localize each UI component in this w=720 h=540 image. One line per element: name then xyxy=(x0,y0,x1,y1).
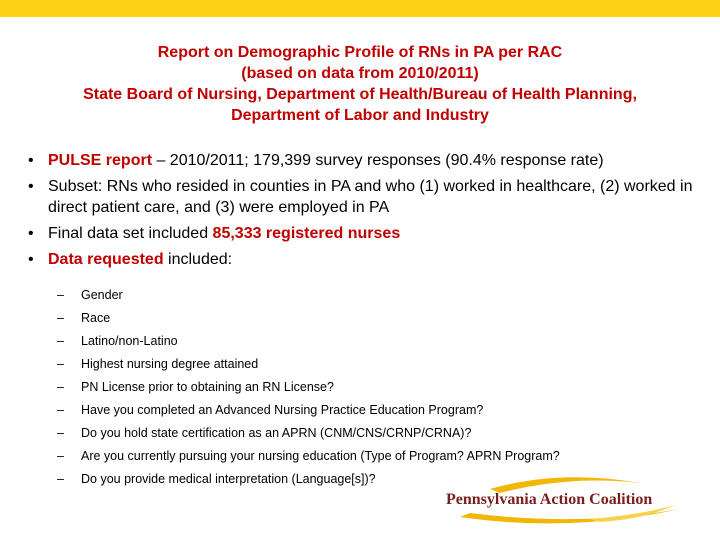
bullet-dot-icon: • xyxy=(28,152,34,169)
bullet-pulse-report xyxy=(28,150,698,171)
logo-text: Pennsylvania Action Coalition xyxy=(446,491,653,508)
pulse-report-label: PULSE report xyxy=(48,152,153,169)
bullet-dot-icon: • xyxy=(28,178,34,195)
dash-icon: – xyxy=(57,380,64,394)
dash-icon: – xyxy=(57,472,64,486)
list-item xyxy=(57,287,697,303)
list-item xyxy=(57,425,697,441)
list-item-text: Latino/non-Latino xyxy=(81,334,178,348)
dash-icon: – xyxy=(57,334,64,348)
pulse-report-text: – 2010/2011; 179,399 survey responses (90.4% response rate) xyxy=(152,152,604,169)
list-item-text: Gender xyxy=(81,288,123,302)
accent-bar xyxy=(0,0,720,17)
list-item-text: Highest nursing degree attained xyxy=(81,357,259,371)
list-item xyxy=(57,333,697,349)
list-item xyxy=(57,379,697,395)
final-data-set-text: Final data set included xyxy=(48,225,213,242)
data-requested-label: Data requested xyxy=(48,251,164,268)
list-item-text: Have you completed an Advanced Nursing Practice Education Program? xyxy=(81,403,484,417)
subset-text: Subset: RNs who resided in counties in PA and who (1) worked in healthcare, (2) worked in direct patient care, and (3) were employed in PA xyxy=(48,178,693,216)
slide-title xyxy=(20,42,700,126)
list-item xyxy=(57,356,697,372)
dash-icon: – xyxy=(57,288,64,302)
title-line-4: Department of Labor and Industry xyxy=(231,107,489,124)
title-line-3: State Board of Nursing, Department of Health/Bureau of Health Planning, xyxy=(83,86,637,103)
list-item-text: PN License prior to obtaining an RN License? xyxy=(81,380,334,394)
list-item xyxy=(57,402,697,418)
dash-icon: – xyxy=(57,357,64,371)
dash-icon: – xyxy=(57,426,64,440)
pennsylvania-action-coalition-logo xyxy=(440,475,710,525)
list-item xyxy=(57,448,697,464)
list-item-text: Do you hold state certification as an APRN (CNM/CNS/CRNP/CRNA)? xyxy=(81,426,472,440)
title-line-2: (based on data from 2010/2011) xyxy=(241,65,479,82)
bullet-final-data-set xyxy=(28,223,698,244)
bullet-subset xyxy=(28,176,698,218)
dash-icon: – xyxy=(57,311,64,325)
bullet-data-requested xyxy=(28,249,698,270)
bullet-dot-icon: • xyxy=(28,251,34,268)
list-item-text: Are you currently pursuing your nursing education (Type of Program? APRN Program? xyxy=(81,449,560,463)
final-data-set-count: 85,333 registered nurses xyxy=(212,225,401,242)
list-item xyxy=(57,310,697,326)
dash-icon: – xyxy=(57,449,64,463)
dash-icon: – xyxy=(57,403,64,417)
bullet-dot-icon: • xyxy=(28,225,34,242)
data-requested-list xyxy=(57,287,697,494)
list-item-text: Race xyxy=(81,311,111,325)
list-item-text: Do you provide medical interpretation (Language[s])? xyxy=(81,472,376,486)
data-requested-text: included: xyxy=(163,251,233,268)
title-line-1: Report on Demographic Profile of RNs in PA per RAC xyxy=(157,44,563,61)
bullet-list xyxy=(28,150,698,275)
